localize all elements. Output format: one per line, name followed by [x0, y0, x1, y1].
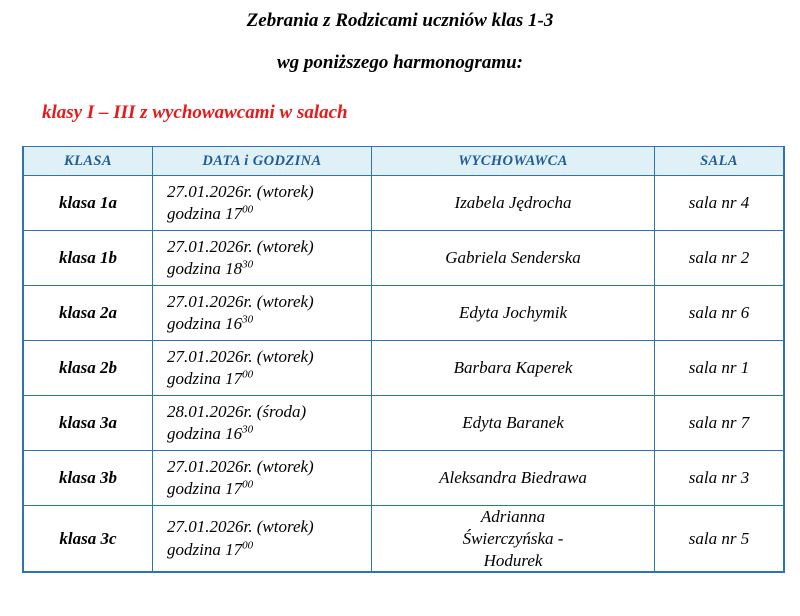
cell-date: 27.01.2026r. (wtorek) [167, 291, 314, 311]
cell-date: 27.01.2026r. (wtorek) [167, 181, 314, 201]
cell-hour: godzina $18^{30}$ [167, 258, 254, 278]
page-title: Zebrania z Rodzicami uczniów klas 1-3 [246, 10, 554, 31]
table-row [23, 341, 784, 396]
table-row [23, 451, 784, 506]
cell-data-godzina [153, 451, 372, 506]
cell-data-godzina [153, 506, 372, 573]
page-subtitle-schedule: wg poniższego harmonogramu: [276, 52, 523, 73]
teacher-line-1: Edyta Jochymik [458, 303, 568, 323]
cell-hour: godzina $17^{00}$ [167, 478, 254, 498]
cell-wychowawca [372, 286, 655, 341]
cell-wychowawca [372, 341, 655, 396]
cell-sala: sala nr 7 [655, 396, 785, 451]
cell-wychowawca [372, 231, 655, 286]
teacher-line-2: Świerczyńska - [462, 528, 564, 548]
cell-date: 27.01.2026r. (wtorek) [167, 456, 314, 476]
section-heading-classes: klasy I – III z wychowawcami w salach [42, 102, 348, 123]
cell-data-godzina [153, 231, 372, 286]
cell-data-godzina [153, 176, 372, 231]
cell-klasa: klasa 2a [23, 286, 153, 341]
table-row [23, 286, 784, 341]
table-header [23, 147, 784, 176]
teacher-line-1: Aleksandra Biedrawa [439, 468, 587, 488]
cell-date: 28.01.2026r. (środa) [167, 401, 307, 421]
cell-wychowawca [372, 451, 655, 506]
column-header-data-godzina: DATA i GODZINA [153, 147, 372, 176]
cell-sala: sala nr 1 [655, 341, 785, 396]
cell-data-godzina [153, 396, 372, 451]
teacher-line-3: Hodurek [483, 550, 543, 570]
cell-hour: godzina $17^{00}$ [167, 538, 254, 559]
cell-wychowawca [372, 506, 655, 573]
cell-date: 27.01.2026r. (wtorek) [167, 236, 314, 256]
cell-klasa: klasa 1b [23, 231, 153, 286]
column-header-klasa: KLASA [23, 147, 153, 176]
cell-date: 27.01.2026r. (wtorek) [167, 517, 314, 537]
cell-sala: sala nr 2 [655, 231, 785, 286]
teacher-line-1: Izabela Jędrocha [454, 193, 572, 213]
cell-sala: sala nr 4 [655, 176, 785, 231]
cell-hour: godzina $16^{30}$ [167, 313, 254, 333]
cell-hour: godzina $17^{00}$ [167, 368, 254, 388]
schedule-table [22, 146, 785, 573]
cell-data-godzina [153, 341, 372, 396]
cell-hour: godzina $16^{30}$ [167, 423, 254, 443]
cell-wychowawca [372, 396, 655, 451]
teacher-line-1: Gabriela Senderska [445, 248, 581, 268]
cell-klasa: klasa 1a [23, 176, 153, 231]
cell-sala: sala nr 5 [655, 506, 785, 573]
cell-sala: sala nr 3 [655, 451, 785, 506]
table-row [23, 396, 784, 451]
column-header-wychowawca: WYCHOWAWCA [372, 147, 655, 176]
teacher-line-1: Adrianna [480, 507, 546, 526]
cell-klasa: klasa 3a [23, 396, 153, 451]
table-row [23, 176, 784, 231]
column-header-sala: SALA [655, 147, 785, 176]
cell-date: 27.01.2026r. (wtorek) [167, 346, 314, 366]
cell-klasa: klasa 3b [23, 451, 153, 506]
table-header-row [23, 147, 784, 176]
cell-klasa: klasa 2b [23, 341, 153, 396]
teacher-line-1: Edyta Baranek [462, 413, 564, 433]
cell-data-godzina [153, 286, 372, 341]
cell-hour: godzina $17^{00}$ [167, 203, 254, 223]
teacher-line-1: Barbara Kaperek [453, 358, 573, 378]
cell-wychowawca [372, 176, 655, 231]
table-row [23, 506, 784, 573]
table-row [23, 231, 784, 286]
cell-sala: sala nr 6 [655, 286, 785, 341]
cell-klasa: klasa 3c [23, 506, 153, 573]
table-body [23, 176, 784, 573]
